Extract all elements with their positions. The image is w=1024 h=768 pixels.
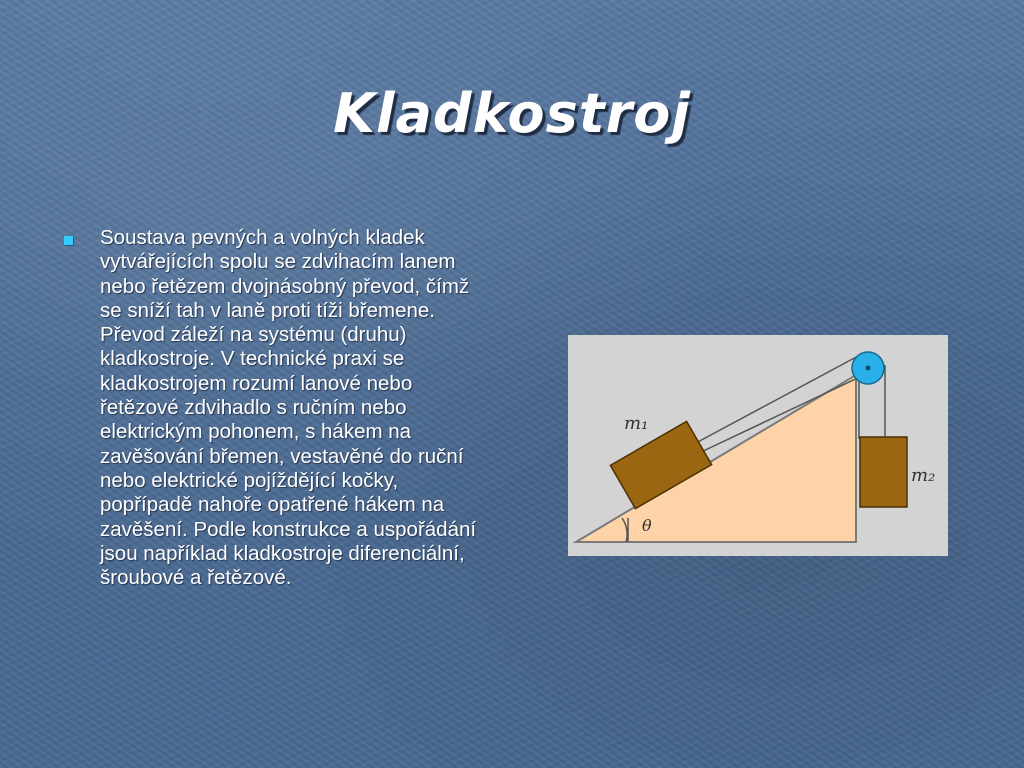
- label-m2: m₂: [911, 465, 936, 486]
- bullet-square-icon: [64, 236, 73, 245]
- pulley-incline-figure: [568, 335, 948, 556]
- slide-title: Kladkostroj: [333, 82, 691, 145]
- block-m2: [860, 437, 907, 507]
- label-m1: m₁: [624, 413, 649, 434]
- bullet-list: [60, 226, 500, 590]
- bullet-text: Soustava pevných a volných kladek vytvářejících spolu se zdvihacím lanem nebo řetězem dvojnásobný převod, čímž se sníží tah v laně proti tíži břemene. Převod záleží na systému (druhu) kladkostroje. V technické praxi se kladkostrojem rozumí lanové nebo řetězové zdvihadlo s ručním nebo elektrickým pohonem, s hákem na zavěšování břemen, vestavěné do ruční nebo elektrické pojíždějící kočky, popřípadě nahoře opatřené hákem na zavěšení. Podle konstrukce a uspořádání jsou například kladkostroje diferenciální, šroubové a řetězové.: [100, 226, 477, 590]
- incline-plane: [576, 375, 856, 542]
- label-theta: θ: [642, 516, 652, 535]
- figure-svg: [568, 335, 948, 556]
- pulley-axle: [866, 366, 871, 371]
